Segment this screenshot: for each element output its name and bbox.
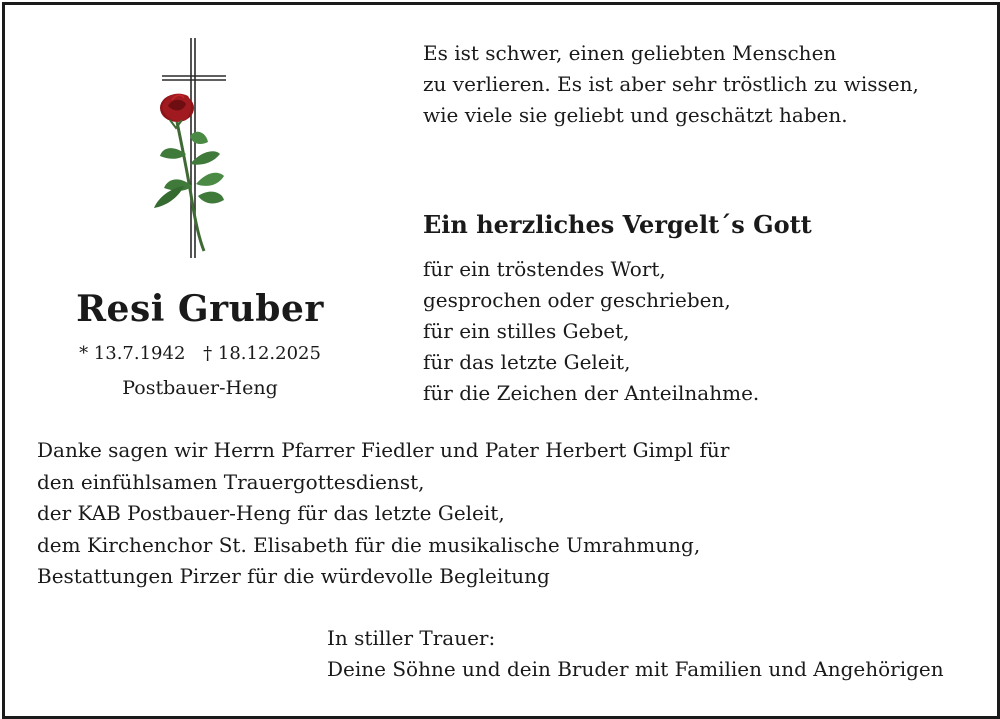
thanks-item: für die Zeichen der Anteilnahme. <box>423 381 760 405</box>
residence: Postbauer-Heng <box>122 377 278 399</box>
acknowledgements <box>37 435 729 593</box>
quote-line: Es ist schwer, einen geliebten Menschen <box>423 41 837 65</box>
quote-block <box>423 38 983 131</box>
cross-with-rose-icon <box>120 36 240 264</box>
thanks-item: für ein tröstendes Wort, <box>423 257 666 281</box>
acknowledgement-line: Bestattungen Pirzer für die würdevolle Begleitung <box>37 564 550 588</box>
quote-line: zu verlieren. Es ist aber sehr tröstlich zu wissen, <box>423 72 919 96</box>
deceased-name: Resi Gruber <box>76 288 324 330</box>
closing-intro: In stiller Trauer: <box>327 626 496 650</box>
quote-line: wie viele sie geliebt und geschätzt haben. <box>423 103 848 127</box>
birth-date: * 13.7.1942 <box>79 343 186 364</box>
thanks-item: für ein stilles Gebet, <box>423 319 630 343</box>
thanks-item: für das letzte Geleit, <box>423 350 631 374</box>
death-date: † 18.12.2025 <box>203 343 321 364</box>
closing-block <box>327 623 944 685</box>
thanks-heading: Ein herzliches Vergelt´s Gott <box>423 210 812 239</box>
life-dates <box>40 343 360 364</box>
acknowledgement-line: den einfühlsamen Trauergottesdienst, <box>37 469 425 494</box>
closing-signature: Deine Söhne und dein Bruder mit Familien und Angehörigen <box>327 657 944 681</box>
acknowledgement-line: dem Kirchenchor St. Elisabeth für die musikalische Umrahmung, <box>37 532 701 557</box>
acknowledgement-line: Danke sagen wir Herrn Pfarrer Fiedler und Pater Herbert Gimpl für <box>37 438 730 462</box>
thanks-list <box>423 254 759 409</box>
thanks-item: gesprochen oder geschrieben, <box>423 288 731 312</box>
acknowledgement-line: der KAB Postbauer-Heng für das letzte Geleit, <box>37 501 505 525</box>
